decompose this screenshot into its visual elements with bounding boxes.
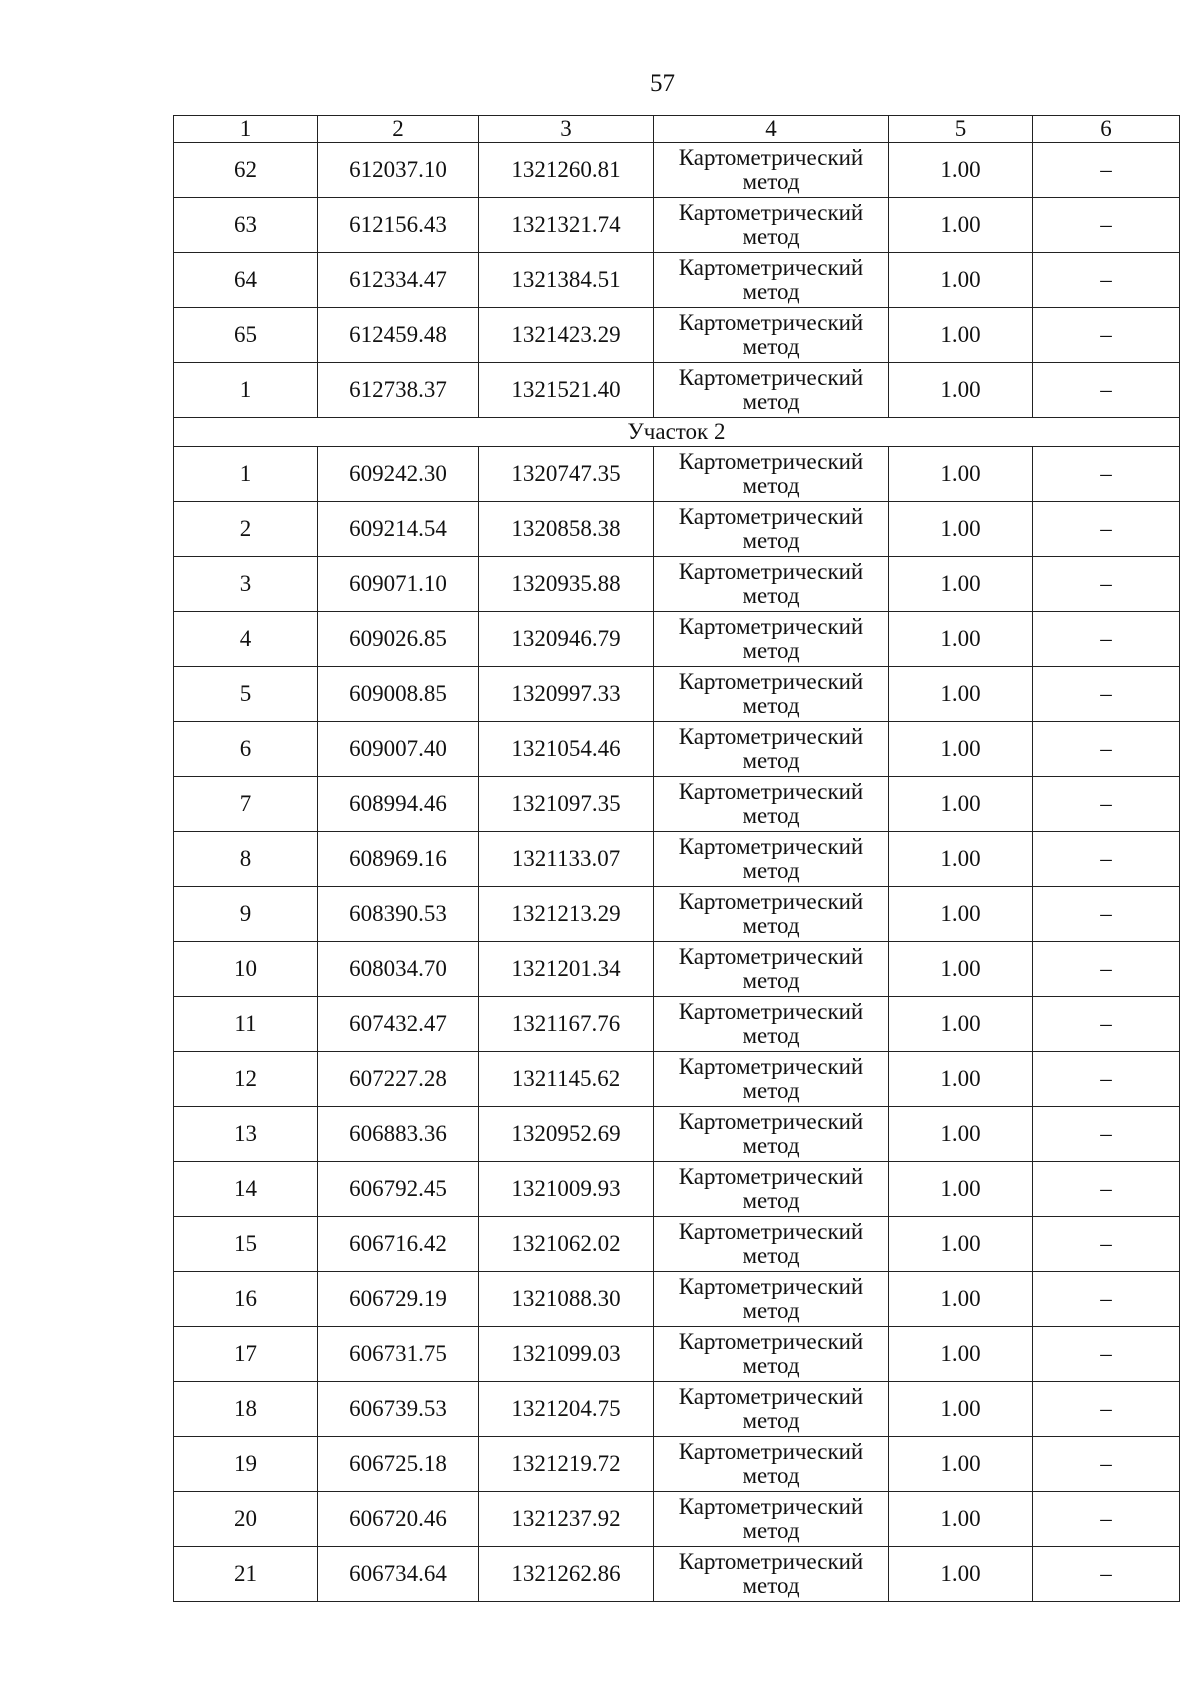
point-number-cell: 6 (174, 722, 318, 777)
point-number-cell: 5 (174, 667, 318, 722)
method-line-2: метод (742, 1518, 800, 1543)
method-line-1: Картометрический (678, 449, 864, 474)
column-header: 5 (889, 116, 1033, 143)
method-line-2: метод (742, 803, 800, 828)
method-cell (654, 143, 889, 198)
y-coordinate-cell: 1321521.40 (479, 363, 654, 418)
accuracy-cell: 1.00 (889, 887, 1033, 942)
description-cell: – (1033, 447, 1180, 502)
column-header: 1 (174, 116, 318, 143)
accuracy-cell: 1.00 (889, 198, 1033, 253)
description-cell: – (1033, 1162, 1180, 1217)
method-cell (654, 887, 889, 942)
point-number-cell: 4 (174, 612, 318, 667)
description-cell: – (1033, 1547, 1180, 1602)
description-cell: – (1033, 997, 1180, 1052)
accuracy-cell: 1.00 (889, 722, 1033, 777)
table-row (174, 447, 1180, 502)
point-number-cell: 16 (174, 1272, 318, 1327)
x-coordinate-cell: 609026.85 (318, 612, 479, 667)
table-row (174, 777, 1180, 832)
x-coordinate-cell: 612459.48 (318, 308, 479, 363)
table-row (174, 1107, 1180, 1162)
table-row (174, 1327, 1180, 1382)
method-cell (654, 1217, 889, 1272)
x-coordinate-cell: 606739.53 (318, 1382, 479, 1437)
y-coordinate-cell: 1321201.34 (479, 942, 654, 997)
column-header: 4 (654, 116, 889, 143)
description-cell: – (1033, 777, 1180, 832)
x-coordinate-cell: 606734.64 (318, 1547, 479, 1602)
point-number-cell: 12 (174, 1052, 318, 1107)
table-row (174, 143, 1180, 198)
x-coordinate-cell: 606720.46 (318, 1492, 479, 1547)
method-cell (654, 363, 889, 418)
accuracy-cell: 1.00 (889, 253, 1033, 308)
method-line-1: Картометрический (678, 1054, 864, 1079)
method-line-1: Картометрический (678, 1494, 864, 1519)
method-line-1: Картометрический (678, 614, 864, 639)
method-line-1: Картометрический (678, 559, 864, 584)
description-cell: – (1033, 363, 1180, 418)
accuracy-cell: 1.00 (889, 832, 1033, 887)
method-line-1: Картометрический (678, 669, 864, 694)
accuracy-cell: 1.00 (889, 1107, 1033, 1162)
accuracy-cell: 1.00 (889, 502, 1033, 557)
description-cell: – (1033, 667, 1180, 722)
section-title: Участок 2 (174, 418, 1180, 447)
method-line-2: метод (742, 583, 800, 608)
point-number-cell: 18 (174, 1382, 318, 1437)
point-number-cell: 65 (174, 308, 318, 363)
table-row (174, 887, 1180, 942)
y-coordinate-cell: 1321219.72 (479, 1437, 654, 1492)
x-coordinate-cell: 609007.40 (318, 722, 479, 777)
method-line-1: Картометрический (678, 1329, 864, 1354)
method-line-2: метод (742, 473, 800, 498)
table-row (174, 1272, 1180, 1327)
method-line-2: метод (742, 693, 800, 718)
description-cell: – (1033, 1492, 1180, 1547)
point-number-cell: 8 (174, 832, 318, 887)
table-row (174, 997, 1180, 1052)
description-cell: – (1033, 942, 1180, 997)
table-row (174, 1437, 1180, 1492)
method-line-1: Картометрический (678, 310, 864, 335)
table-header-row (174, 116, 1180, 143)
y-coordinate-cell: 1321099.03 (479, 1327, 654, 1382)
x-coordinate-cell: 606716.42 (318, 1217, 479, 1272)
y-coordinate-cell: 1321237.92 (479, 1492, 654, 1547)
point-number-cell: 64 (174, 253, 318, 308)
method-cell (654, 1162, 889, 1217)
accuracy-cell: 1.00 (889, 1327, 1033, 1382)
method-line-2: метод (742, 389, 800, 414)
point-number-cell: 19 (174, 1437, 318, 1492)
method-cell (654, 777, 889, 832)
method-cell (654, 557, 889, 612)
y-coordinate-cell: 1320946.79 (479, 612, 654, 667)
method-line-2: метод (742, 169, 800, 194)
method-line-1: Картометрический (678, 944, 864, 969)
method-line-2: метод (742, 968, 800, 993)
x-coordinate-cell: 608969.16 (318, 832, 479, 887)
method-line-1: Картометрический (678, 1549, 864, 1574)
table-row (174, 722, 1180, 777)
accuracy-cell: 1.00 (889, 667, 1033, 722)
y-coordinate-cell: 1321133.07 (479, 832, 654, 887)
method-cell (654, 1052, 889, 1107)
x-coordinate-cell: 607432.47 (318, 997, 479, 1052)
y-coordinate-cell: 1321204.75 (479, 1382, 654, 1437)
y-coordinate-cell: 1321088.30 (479, 1272, 654, 1327)
column-header: 6 (1033, 116, 1180, 143)
x-coordinate-cell: 606792.45 (318, 1162, 479, 1217)
y-coordinate-cell: 1320935.88 (479, 557, 654, 612)
method-cell (654, 1437, 889, 1492)
method-cell (654, 1272, 889, 1327)
y-coordinate-cell: 1321423.29 (479, 308, 654, 363)
y-coordinate-cell: 1321054.46 (479, 722, 654, 777)
column-header: 3 (479, 116, 654, 143)
x-coordinate-cell: 609214.54 (318, 502, 479, 557)
table-row (174, 1547, 1180, 1602)
method-line-1: Картометрический (678, 779, 864, 804)
method-line-1: Картометрический (678, 200, 864, 225)
method-line-2: метод (742, 224, 800, 249)
point-number-cell: 7 (174, 777, 318, 832)
method-cell (654, 447, 889, 502)
description-cell: – (1033, 1327, 1180, 1382)
table-row (174, 1217, 1180, 1272)
point-number-cell: 21 (174, 1547, 318, 1602)
point-number-cell: 3 (174, 557, 318, 612)
table-row (174, 363, 1180, 418)
description-cell: – (1033, 1437, 1180, 1492)
column-header: 2 (318, 116, 479, 143)
table-row (174, 557, 1180, 612)
point-number-cell: 9 (174, 887, 318, 942)
accuracy-cell: 1.00 (889, 363, 1033, 418)
description-cell: – (1033, 1382, 1180, 1437)
y-coordinate-cell: 1321262.86 (479, 1547, 654, 1602)
accuracy-cell: 1.00 (889, 143, 1033, 198)
method-line-1: Картометрический (678, 889, 864, 914)
accuracy-cell: 1.00 (889, 1547, 1033, 1602)
point-number-cell: 17 (174, 1327, 318, 1382)
description-cell: – (1033, 143, 1180, 198)
method-line-2: метод (742, 1243, 800, 1268)
method-cell (654, 198, 889, 253)
y-coordinate-cell: 1321062.02 (479, 1217, 654, 1272)
y-coordinate-cell: 1320858.38 (479, 502, 654, 557)
y-coordinate-cell: 1320952.69 (479, 1107, 654, 1162)
point-number-cell: 63 (174, 198, 318, 253)
method-line-1: Картометрический (678, 255, 864, 280)
page-number: 57 (650, 70, 675, 97)
accuracy-cell: 1.00 (889, 308, 1033, 363)
y-coordinate-cell: 1321321.74 (479, 198, 654, 253)
accuracy-cell: 1.00 (889, 447, 1033, 502)
accuracy-cell: 1.00 (889, 777, 1033, 832)
method-line-2: метод (742, 1188, 800, 1213)
point-number-cell: 11 (174, 997, 318, 1052)
accuracy-cell: 1.00 (889, 1162, 1033, 1217)
method-line-2: метод (742, 1078, 800, 1103)
description-cell: – (1033, 308, 1180, 363)
method-line-1: Картометрический (678, 999, 864, 1024)
point-number-cell: 1 (174, 363, 318, 418)
description-cell: – (1033, 1272, 1180, 1327)
method-line-2: метод (742, 528, 800, 553)
table-row (174, 502, 1180, 557)
x-coordinate-cell: 612037.10 (318, 143, 479, 198)
x-coordinate-cell: 607227.28 (318, 1052, 479, 1107)
table-row (174, 198, 1180, 253)
method-cell (654, 722, 889, 777)
x-coordinate-cell: 606883.36 (318, 1107, 479, 1162)
method-line-1: Картометрический (678, 724, 864, 749)
table-row (174, 612, 1180, 667)
point-number-cell: 1 (174, 447, 318, 502)
accuracy-cell: 1.00 (889, 1437, 1033, 1492)
description-cell: – (1033, 1217, 1180, 1272)
accuracy-cell: 1.00 (889, 997, 1033, 1052)
method-line-1: Картометрический (678, 1384, 864, 1409)
y-coordinate-cell: 1320997.33 (479, 667, 654, 722)
method-cell (654, 612, 889, 667)
point-number-cell: 2 (174, 502, 318, 557)
method-line-1: Картометрический (678, 365, 864, 390)
method-line-2: метод (742, 1298, 800, 1323)
point-number-cell: 14 (174, 1162, 318, 1217)
y-coordinate-cell: 1321213.29 (479, 887, 654, 942)
method-line-1: Картометрический (678, 504, 864, 529)
coordinates-table (173, 115, 1180, 1602)
y-coordinate-cell: 1321167.76 (479, 997, 654, 1052)
y-coordinate-cell: 1321097.35 (479, 777, 654, 832)
method-line-1: Картометрический (678, 1164, 864, 1189)
method-line-2: метод (742, 913, 800, 938)
x-coordinate-cell: 612334.47 (318, 253, 479, 308)
point-number-cell: 15 (174, 1217, 318, 1272)
description-cell: – (1033, 722, 1180, 777)
table-row (174, 1052, 1180, 1107)
x-coordinate-cell: 609242.30 (318, 447, 479, 502)
accuracy-cell: 1.00 (889, 1052, 1033, 1107)
point-number-cell: 20 (174, 1492, 318, 1547)
method-line-2: метод (742, 1463, 800, 1488)
method-cell (654, 308, 889, 363)
method-line-1: Картометрический (678, 1109, 864, 1134)
accuracy-cell: 1.00 (889, 1272, 1033, 1327)
y-coordinate-cell: 1321145.62 (479, 1052, 654, 1107)
method-cell (654, 253, 889, 308)
method-line-2: метод (742, 748, 800, 773)
x-coordinate-cell: 612738.37 (318, 363, 479, 418)
method-line-2: метод (742, 1353, 800, 1378)
x-coordinate-cell: 608034.70 (318, 942, 479, 997)
method-line-2: метод (742, 334, 800, 359)
method-line-2: метод (742, 1408, 800, 1433)
method-line-2: метод (742, 1133, 800, 1158)
section-row (174, 418, 1180, 447)
description-cell: – (1033, 612, 1180, 667)
method-line-1: Картометрический (678, 1219, 864, 1244)
method-cell (654, 997, 889, 1052)
method-cell (654, 667, 889, 722)
table-row (174, 308, 1180, 363)
accuracy-cell: 1.00 (889, 1217, 1033, 1272)
method-line-1: Картометрический (678, 834, 864, 859)
x-coordinate-cell: 608994.46 (318, 777, 479, 832)
method-cell (654, 1327, 889, 1382)
x-coordinate-cell: 609071.10 (318, 557, 479, 612)
method-cell (654, 942, 889, 997)
description-cell: – (1033, 198, 1180, 253)
x-coordinate-cell: 606729.19 (318, 1272, 479, 1327)
description-cell: – (1033, 557, 1180, 612)
table-row (174, 1162, 1180, 1217)
x-coordinate-cell: 609008.85 (318, 667, 479, 722)
point-number-cell: 10 (174, 942, 318, 997)
table-row (174, 1492, 1180, 1547)
method-line-2: метод (742, 638, 800, 663)
method-cell (654, 832, 889, 887)
description-cell: – (1033, 832, 1180, 887)
method-cell (654, 1382, 889, 1437)
x-coordinate-cell: 612156.43 (318, 198, 479, 253)
method-cell (654, 502, 889, 557)
description-cell: – (1033, 887, 1180, 942)
method-cell (654, 1492, 889, 1547)
table-row (174, 253, 1180, 308)
method-line-2: метод (742, 1573, 800, 1598)
description-cell: – (1033, 1107, 1180, 1162)
point-number-cell: 13 (174, 1107, 318, 1162)
accuracy-cell: 1.00 (889, 1382, 1033, 1437)
point-number-cell: 62 (174, 143, 318, 198)
method-cell (654, 1107, 889, 1162)
y-coordinate-cell: 1321009.93 (479, 1162, 654, 1217)
method-line-1: Картометрический (678, 1439, 864, 1464)
method-line-1: Картометрический (678, 1274, 864, 1299)
table-row (174, 667, 1180, 722)
x-coordinate-cell: 608390.53 (318, 887, 479, 942)
table-row (174, 1382, 1180, 1437)
method-line-2: метод (742, 858, 800, 883)
accuracy-cell: 1.00 (889, 557, 1033, 612)
description-cell: – (1033, 502, 1180, 557)
y-coordinate-cell: 1321384.51 (479, 253, 654, 308)
table-row (174, 942, 1180, 997)
y-coordinate-cell: 1321260.81 (479, 143, 654, 198)
method-line-2: метод (742, 1023, 800, 1048)
description-cell: – (1033, 1052, 1180, 1107)
accuracy-cell: 1.00 (889, 942, 1033, 997)
method-line-2: метод (742, 279, 800, 304)
table-body (174, 143, 1180, 1602)
x-coordinate-cell: 606731.75 (318, 1327, 479, 1382)
table-row (174, 832, 1180, 887)
method-cell (654, 1547, 889, 1602)
method-line-1: Картометрический (678, 145, 864, 170)
accuracy-cell: 1.00 (889, 612, 1033, 667)
y-coordinate-cell: 1320747.35 (479, 447, 654, 502)
accuracy-cell: 1.00 (889, 1492, 1033, 1547)
x-coordinate-cell: 606725.18 (318, 1437, 479, 1492)
description-cell: – (1033, 253, 1180, 308)
